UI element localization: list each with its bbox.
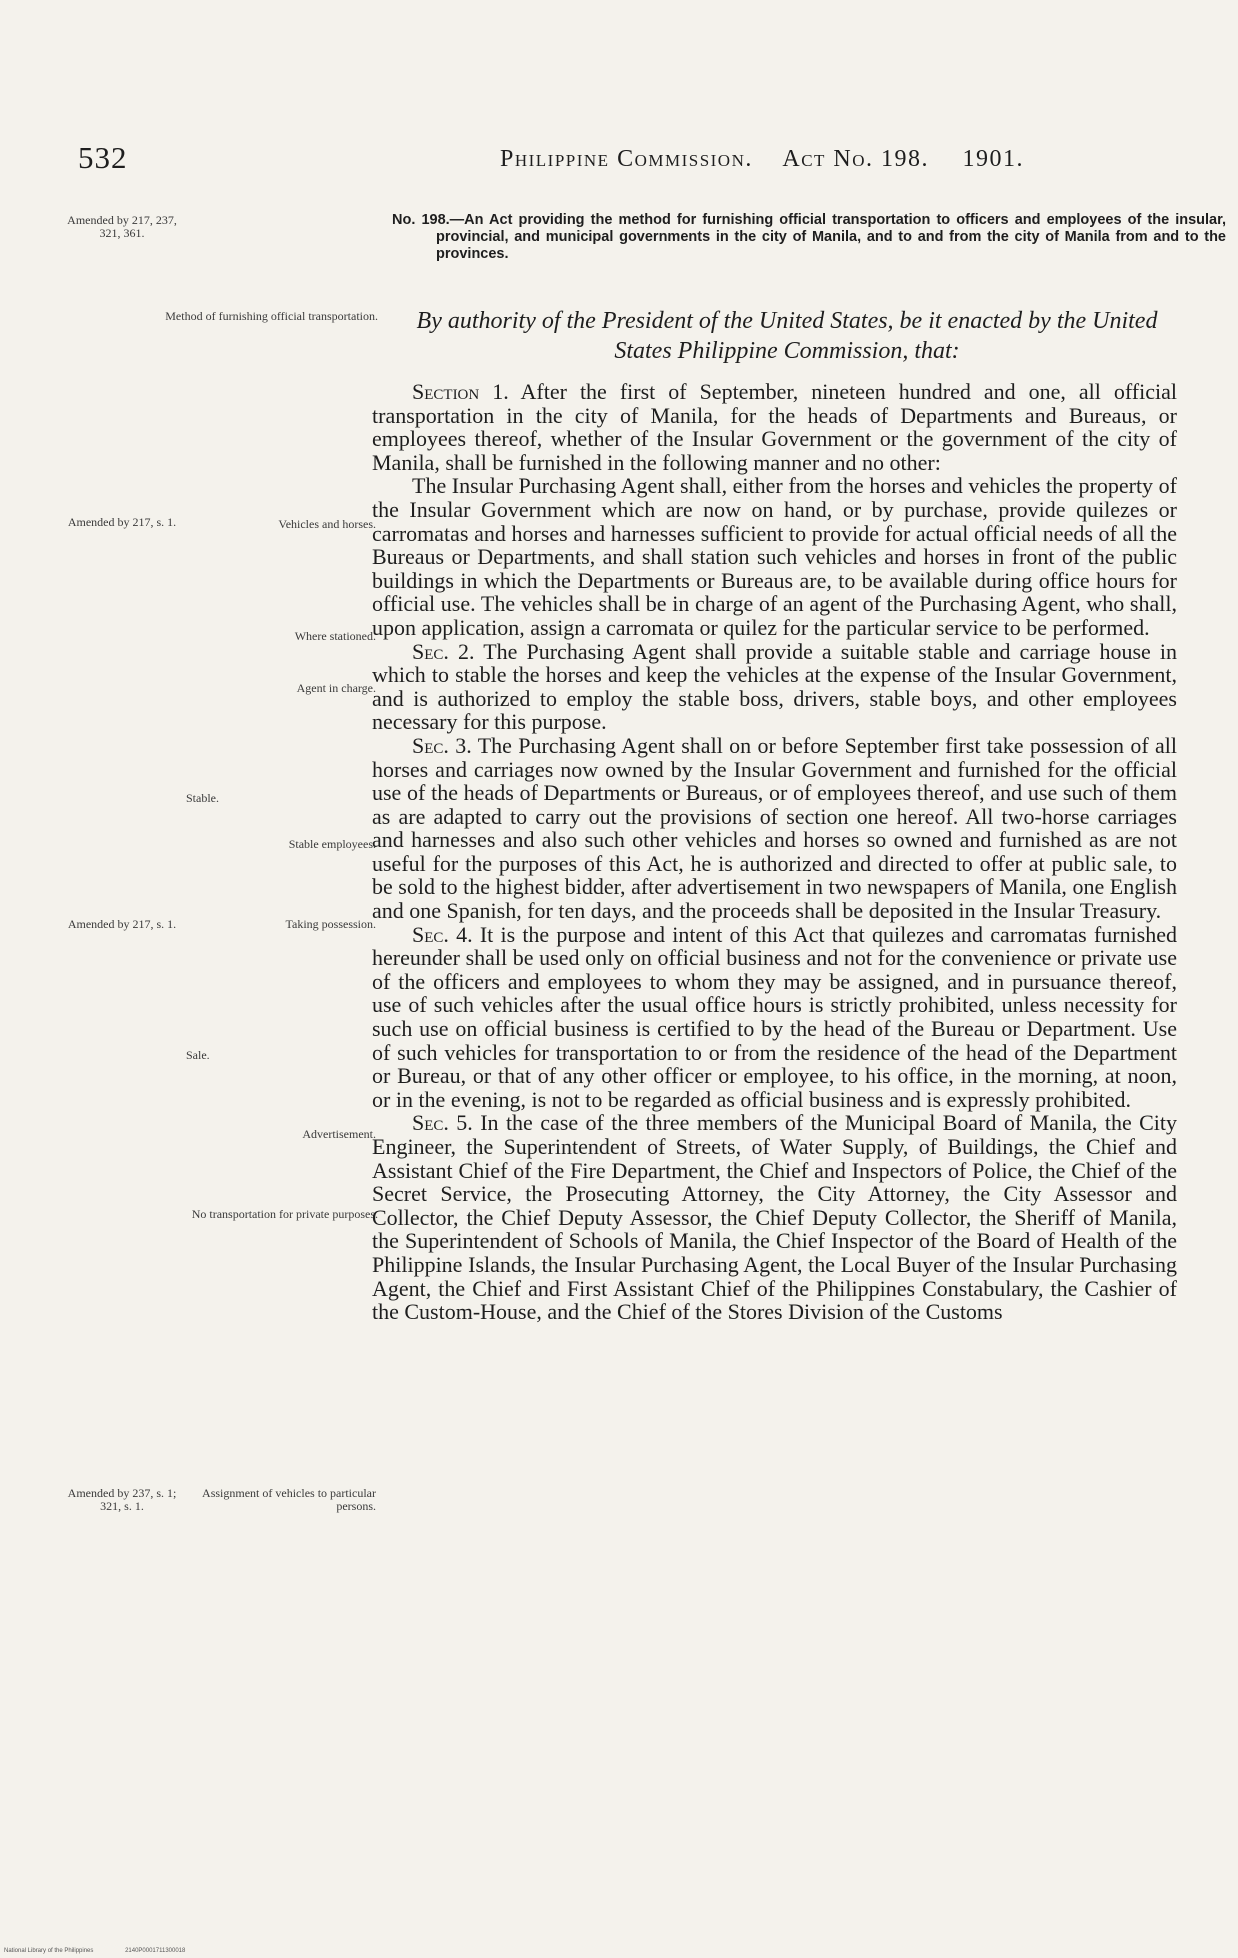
section-5	[372, 1111, 1177, 1323]
side-note-advertisement: Advertisement.	[302, 1127, 376, 1141]
section-2	[372, 640, 1177, 734]
section-5-label: Sec. 5.	[412, 1110, 473, 1136]
section-3-text: The Purchasing Agent shall on or before September first take possession of all horses and carriages now owned by the Insular Government and furnished for the official use of the heads of Departments or Bureaus, or of employees thereof, and use such of them as are adapted to carry out the provisions of section one hereof. All two-horse carriages and harnesses and also such other vehicles and horses so owned and furnished as are not useful for the purposes of this Act, he is authorized and directed to offer at public sale, to be sold to the highest bidder, after advertisement in two newspapers of Manila, one English and one Spanish, for ten days, and the proceeds shall be deposited in the Insular Treasury.	[372, 732, 1177, 924]
side-note-stable: Stable.	[186, 791, 219, 805]
running-head	[500, 146, 1024, 173]
section-2-text: The Purchasing Agent shall provide a suitable stable and carriage house in which to stable the horses and keep the vehicles at the expense of the Insular Government, and is authorized to employ the stable boss, drivers, stable boys, and other employees necessary for this purpose.	[372, 638, 1178, 735]
side-note-stable-employees: Stable employees.	[288, 837, 376, 851]
year: 1901.	[962, 146, 1025, 172]
scan-footer	[4, 1948, 185, 1954]
section-1	[372, 380, 1177, 474]
page-number: 532	[78, 140, 128, 175]
section-3	[372, 734, 1177, 923]
side-note-no-transportation: No transportation for private purposes.	[191, 1207, 378, 1221]
margin-note-amended-heading: Amended by 217, 237, 321, 361.	[67, 213, 177, 240]
enacting-clause: By authority of the President of the United States, be it enacted by the United States Philippine Commission, that:	[416, 308, 1158, 364]
section-4-label: Sec. 4.	[412, 921, 473, 947]
act-body	[372, 380, 1177, 1324]
act-heading: No. 198.—An Act providing the method for furnishing official transportation to officers and employees of the insular, provincial, and municipal governments in the city of Manila, and to and from the city of Manila from and to the provinces.	[392, 212, 1226, 262]
side-note-assignment: Assignment of vehicles to particular persons.	[202, 1486, 376, 1513]
section-4-text: It is the purpose and intent of this Act that quilezes and carromatas furnished hereunder shall be used only on official business and not for the convenience or private use of the officers and employees to whom they may be assigned, and in pursuance thereof, use of such vehicles after the usual office hours is strictly prohibited, unless necessity for such use on official business is certified to by the head of the Bureau or Department. Use of such vehicles for transportation to or from the residence of the head of the Department or Bureau, or that of any other officer or employee, to his office, in the morning, at noon, or in the evening, is not to be regarded as official business and is expressly prohibited.	[372, 921, 1178, 1112]
section-1-text: After the first of September, nineteen hundred and one, all official transportation in the city of Manila, for the heads of Departments and Bureaus, or employees thereof, whether of the Insular Government or the government of the city of Manila, shall be furnished in the following manner and no other:	[372, 379, 1177, 475]
side-note-vehicles: Vehicles and horses.	[278, 517, 376, 531]
side-note-taking-possession: Taking possession.	[285, 917, 376, 931]
section-1-paragraph-2-text: The Insular Purchasing Agent shall, either from the horses and vehicles the property of the Insular Government which are now on hand, or by purchase, provide quilezes or carromatas and horses and harnesses sufficient to provide for actual official needs of all the Bureaus or Departments, and shall station such vehicles and horses in front of the public buildings in which the Departments or Bureaus are, to be available during office hours for official use. The vehicles shall be in charge of an agent of the Purchasing Agent, who shall, upon application, assign a carromata or quilez for the particular service to be performed.	[372, 473, 1177, 640]
footer-library: National Library of the Philippines	[4, 1948, 94, 1954]
side-note-sale: Sale.	[186, 1048, 210, 1062]
section-4	[372, 923, 1177, 1112]
margin-note-amended-sec5: Amended by 237, s. 1; 321, s. 1.	[67, 1486, 177, 1513]
side-note-where-stationed: Where stationed.	[294, 629, 376, 643]
section-3-label: Sec. 3.	[412, 732, 472, 758]
footer-identifier: 2140P0001711300018	[125, 1948, 186, 1954]
section-1-paragraph-2	[372, 474, 1177, 639]
margin-note-amended-sec1: Amended by 217, s. 1.	[67, 515, 177, 529]
side-note-method: Method of furnishing official transportation.	[165, 309, 378, 323]
section-1-label: Section 1.	[412, 379, 509, 404]
publication-title: Philippine Commission.	[500, 146, 753, 172]
section-5-text: In the case of the three members of the Municipal Board of Manila, the City Engineer, the Superintendent of Streets, of Water Supply, of Buildings, the Chief and Assistant Chief of the Fire Department, the Chief and Inspectors of Police, the Chief of the Secret Service, the Prosecuting Attorney, the City Attorney, the City Assessor and Collector, the Chief Deputy Assessor, the Chief Deputy Collector, the Sheriff of Manila, the Superintendent of Schools of Manila, the Chief Inspector of the Board of Health of the Philippine Islands, the Insular Purchasing Agent, the Local Buyer of the Insular Purchasing Agent, the Chief and First Assistant Chief of the Philippines Constabulary, the Cashier of the Custom-House, and the Chief of the Stores Division of the Customs	[372, 1110, 1178, 1325]
margin-note-amended-sec3: Amended by 217, s. 1.	[67, 917, 177, 931]
side-note-agent-in-charge: Agent in charge.	[296, 681, 376, 695]
act-number: Act No. 198.	[782, 146, 930, 172]
section-2-label: Sec. 2.	[412, 638, 475, 664]
